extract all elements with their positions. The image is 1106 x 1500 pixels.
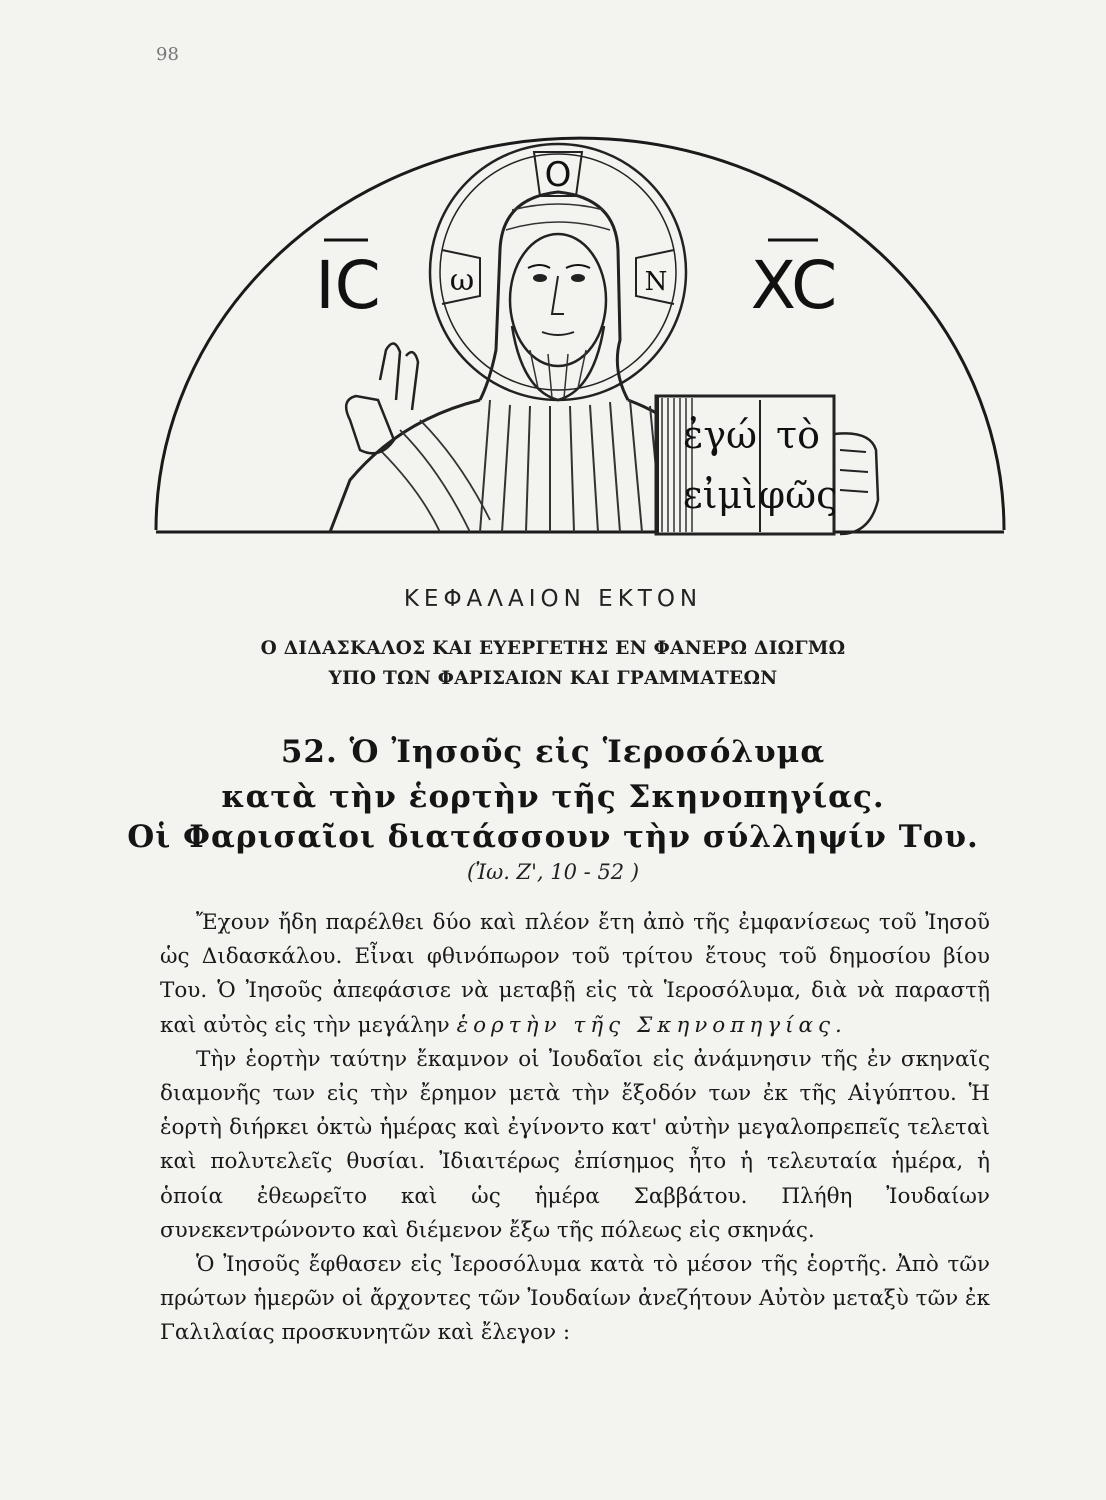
section-title-line-2: ΥΠΟ ΤΩΝ ΦΑΡΙΣΑΙΩΝ ΚΑΙ ΓΡΑΜΜΑΤΕΩΝ	[328, 668, 778, 689]
halo-letter-left: ω	[449, 263, 475, 298]
paragraph-1	[160, 906, 990, 1043]
section-title-line-1: Ο ΔΙΔΑΣΚΑΛΟΣ ΚΑΙ ΕΥΕΡΓΕΤΗΣ ΕΝ ΦΑΝΕΡΩ ΔΙΩΓΜΩ	[260, 638, 846, 659]
heading-line-2: κατὰ τὴν ἑορτὴν τῆς Σκηνοπηγίας.	[221, 779, 885, 815]
paragraph-1-emphasis: ἑορτὴν τῆς Σκηνοπηγίας.	[456, 1012, 847, 1038]
paragraph-2: Τὴν ἑορτὴν ταύτην ἔκαμνον οἱ Ἰουδαῖοι εἰς ἀνάμνησιν τῆς ἐν σκηναῖς διαμονῆς των εἰς τὴν ἔρημον μετὰ τὴν ἔξοδόν των ἐκ τῆς Αἰγύπτου. Ἡ ἑορτὴ διήρκει ὀκτὼ ἡμέρας καὶ ἐγίνοντο κατ' αὐτὴν μεγαλοπρεπεῖς τελεταὶ καὶ πολυτελεῖς θυσίαι. Ἰδιαιτέρως ἐπίσημος ἦτο ἡ τελευταία ἡμέρα, ἡ ὁποία ἐθεωρεῖτο καὶ ὡς ἡμέρα Σαββάτου. Πλήθη Ἰουδαίων συνεκεντρώνοντο καὶ διέμενον ἔξω τῆς πόλεως εἰς σκηνάς.	[160, 1046, 990, 1243]
book-text-4: φῶς	[758, 473, 838, 517]
chapter-title: ΚΕΦΑΛΑΙΟΝ ΕΚΤΟΝ	[403, 586, 703, 612]
book-text-1: ἐγώ	[682, 413, 758, 457]
page-number: 98	[156, 44, 179, 65]
monogram-ic: IC	[315, 247, 381, 324]
book-text-2: τὸ	[776, 413, 820, 457]
body-text	[160, 906, 990, 1351]
christ-pantocrator-illustration	[150, 100, 1010, 552]
heading-line-1: 52. Ὁ Ἰησοῦς εἰς Ἱεροσόλυμα	[280, 734, 826, 770]
heading-line-3: Οἱ Φαρισαῖοι διατάσσουν τὴν σύλληψίν Του.	[127, 819, 979, 855]
monogram-xc: XC	[750, 247, 838, 324]
scripture-reference: (Ἰω. Ζ', 10 - 52 )	[466, 860, 640, 884]
book-text-3: εἰμὶ	[682, 473, 758, 517]
paragraph-1-text: Ἔχουν ἤδη παρέλθει δύο καὶ πλέον ἔτη ἀπὸ τῆς ἐμφανίσεως τοῦ Ἰησοῦ ὡς Διδασκάλου. Εἶναι φθινόπωρον τοῦ τρίτου ἔτους τοῦ δημοσίου βίου Του. Ὁ Ἰησοῦς ἀπεφάσισε νὰ μεταβῇ εἰς τὰ Ἱεροσόλυμα, διὰ νὰ παραστῇ καὶ αὐτὸς εἰς τὴν μεγάλην	[160, 910, 990, 1038]
halo-letter-top: Ο	[544, 155, 572, 195]
halo-letter-right: Ν	[644, 267, 668, 297]
paragraph-3: Ὁ Ἰησοῦς ἔφθασεν εἰς Ἱεροσόλυμα κατὰ τὸ μέσον τῆς ἑορτῆς. Ἀπὸ τῶν πρώτων ἡμερῶν οἱ ἄρχοντες τῶν Ἰουδαίων ἀνεζήτουν Αὐτὸν μεταξὺ τῶν ἐκ Γαλιλαίας προσκυνητῶν καὶ ἔλεγον :	[160, 1252, 990, 1346]
